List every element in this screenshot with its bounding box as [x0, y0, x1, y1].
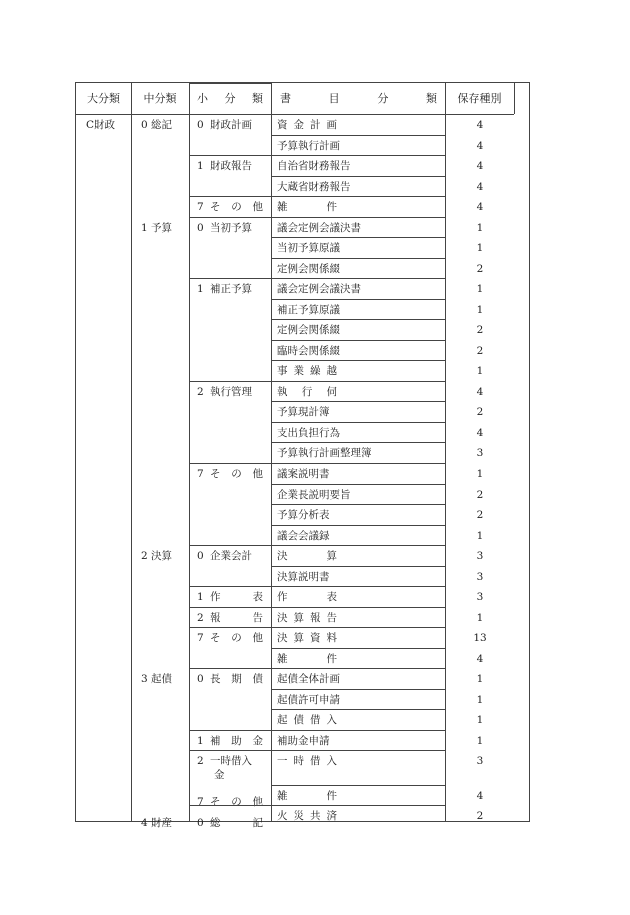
minor-label: [210, 385, 252, 399]
minor-row-rule: [189, 805, 271, 806]
document-row-rule: [271, 135, 445, 136]
minor-label-text: の: [231, 632, 242, 645]
document-title-text: 決算説明書: [277, 570, 330, 583]
minor-label-text: 補正予算: [210, 283, 252, 296]
retention-value: 1: [476, 283, 484, 296]
document-title-text: 件: [326, 201, 337, 214]
minor-row-rule: [189, 545, 271, 546]
document-row-rule: [271, 730, 445, 731]
retention-value: 4: [476, 426, 484, 439]
document-title: [277, 303, 340, 317]
minor-row-rule: [189, 196, 271, 197]
column-divider: [189, 83, 190, 821]
retention-value: 2: [476, 488, 484, 501]
document-title-text: 支出負担行為: [277, 426, 340, 439]
document-title-text: 資: [310, 632, 321, 645]
document-title-text: 決: [277, 550, 288, 563]
document-row-rule: [271, 504, 445, 505]
document-title-text: 決: [277, 632, 288, 645]
minor-row-rule: [189, 83, 271, 84]
retention-value: 1: [476, 693, 484, 706]
document-title-text: 計: [310, 119, 321, 131]
minor-label: [210, 467, 263, 481]
document-title-text: 雑: [277, 652, 288, 665]
document-row-rule: [271, 484, 445, 485]
header-minor-char: 分: [224, 92, 236, 105]
minor-label-text: 金: [252, 734, 263, 747]
document-title: [277, 262, 340, 276]
minor-label: [210, 221, 252, 235]
document-title: [277, 631, 337, 645]
document-title: [277, 200, 337, 214]
document-title-text: 金: [293, 119, 304, 131]
retention-value: 1: [476, 365, 484, 378]
document-title-text: 越: [326, 365, 337, 378]
document-title-text: 表: [326, 591, 337, 604]
minor-label-text: 債: [252, 673, 263, 686]
header-rule: [76, 114, 514, 115]
minor-row-rule: [189, 381, 271, 382]
document-row-rule: [271, 785, 445, 786]
minor-label-text: 他: [252, 201, 263, 214]
document-row-rule: [271, 750, 445, 751]
retention-value: 1: [476, 221, 484, 234]
document-title: [277, 529, 330, 543]
document-row-rule: [271, 401, 445, 402]
minor-label-text: 執行管理: [210, 385, 252, 398]
minor-number: 7: [197, 632, 204, 645]
document-title-text: 起債許可申請: [277, 693, 340, 706]
minor-row-rule: [189, 607, 271, 608]
retention-value: 1: [476, 714, 484, 727]
minor-label: [210, 549, 252, 563]
document-title-text: 借: [310, 755, 321, 768]
document-title: [277, 590, 337, 604]
minor-label-text: そ: [210, 468, 221, 480]
minor-label: [210, 200, 263, 214]
minor-label-text: 表: [252, 591, 263, 604]
document-row-rule: [271, 176, 445, 177]
document-row-rule: [271, 586, 445, 587]
minor-row-rule: [189, 627, 271, 628]
document-title: [277, 139, 340, 153]
retention-value: 4: [476, 652, 484, 665]
column-divider: [131, 83, 132, 821]
document-title: [277, 672, 340, 686]
minor-label-text: 財政計画: [210, 119, 252, 131]
header-major: 大分類: [87, 92, 120, 105]
minor-label-text: 金: [214, 769, 225, 782]
retention-value: 2: [476, 262, 484, 275]
retention-value: 1: [476, 303, 484, 316]
document-title-text: 起債全体計画: [277, 673, 340, 686]
document-title: [277, 611, 337, 625]
document-title-text: 告: [326, 611, 337, 624]
retention-value: 2: [476, 509, 484, 522]
minor-label-text: 記: [252, 817, 263, 830]
minor-label: [210, 672, 263, 686]
middle-category: 3 起債: [141, 673, 173, 686]
minor-number: 1: [197, 591, 204, 604]
minor-number: 0: [197, 817, 204, 830]
minor-number: 7: [197, 468, 204, 480]
minor-label: [210, 611, 263, 625]
minor-number: 0: [197, 673, 204, 686]
minor-label: [210, 754, 252, 782]
document-title-text: 入: [326, 755, 337, 768]
minor-label-text: 告: [252, 611, 263, 624]
minor-label-text: 助: [231, 734, 242, 747]
minor-label: [210, 795, 263, 809]
document-title-text: 当初予算原議: [277, 242, 340, 255]
document-title-text: 行: [301, 385, 313, 398]
document-title-text: 予算現計簿: [277, 406, 330, 419]
retention-value: 13: [473, 632, 487, 645]
document-title-text: 繰: [310, 365, 321, 378]
document-title: [277, 426, 340, 440]
document-row-rule: [271, 607, 445, 608]
classification-table: [75, 82, 530, 830]
document-title: [277, 754, 337, 768]
document-title: [277, 282, 361, 296]
retention-value: 3: [476, 447, 484, 460]
minor-label: [210, 118, 252, 132]
minor-label: [210, 159, 252, 173]
document-title: [277, 570, 330, 584]
document-title-text: 決: [277, 611, 288, 624]
document-row-rule: [271, 217, 445, 218]
document-row-rule: [271, 805, 445, 806]
minor-label-text: 作: [210, 591, 221, 604]
document-title-text: 時: [293, 755, 304, 768]
document-title-text: 議会定例会議決書: [277, 221, 361, 234]
minor-label-text: 長: [210, 673, 221, 686]
minor-number: 0: [197, 550, 204, 563]
minor-label-text: 一時借入: [210, 755, 252, 768]
minor-row-rule: [189, 463, 271, 464]
retention-value: 4: [476, 119, 484, 131]
document-title-text: 資: [277, 119, 288, 131]
minor-label-text: 財政報告: [210, 160, 252, 173]
minor-label-text: 企業会計: [210, 550, 252, 563]
minor-label: [210, 816, 263, 830]
document-row-rule: [271, 545, 445, 546]
document-title-text: 定例会関係綴: [277, 324, 340, 337]
retention-value: 1: [476, 468, 484, 480]
document-title-text: 報: [310, 611, 321, 624]
document-title: [277, 809, 337, 823]
minor-number: 7: [197, 201, 204, 214]
document-title: [277, 364, 337, 378]
minor-label-text: 総: [210, 817, 221, 830]
document-title-text: 料: [326, 632, 337, 645]
document-title-text: 作: [277, 591, 288, 604]
document-row-rule: [271, 422, 445, 423]
retention-value: 4: [476, 789, 484, 802]
document-title-text: 起: [277, 714, 288, 727]
document-row-rule: [271, 340, 445, 341]
document-title-text: 事: [277, 365, 288, 378]
retention-value: 2: [476, 810, 484, 823]
document-title-text: 議会会議録: [277, 529, 330, 542]
document-title-text: 企業長説明要旨: [277, 488, 351, 501]
minor-number: 0: [197, 221, 204, 234]
document-row-rule: [271, 299, 445, 300]
document-title-text: 件: [326, 789, 337, 802]
header-document-char: 目: [328, 92, 340, 105]
document-title-text: 大蔵省財務報告: [277, 180, 351, 193]
minor-label: [210, 590, 263, 604]
document-row-rule: [271, 668, 445, 669]
minor-number: 2: [197, 385, 204, 398]
document-row-rule: [271, 155, 445, 156]
minor-label: [210, 734, 263, 748]
document-row-rule: [271, 258, 445, 259]
document-title-text: 補正予算原議: [277, 303, 340, 316]
header-minor-char: 小: [197, 92, 208, 105]
minor-label: [210, 282, 252, 296]
minor-number: 1: [197, 160, 204, 173]
retention-value: 4: [476, 201, 484, 214]
retention-value: 4: [476, 180, 484, 193]
document-row-rule: [271, 566, 445, 567]
header-document-char: 類: [425, 92, 437, 105]
minor-number: 0: [197, 119, 204, 131]
minor-label-text: そ: [210, 632, 221, 645]
major-category: C財政: [86, 119, 116, 131]
document-title-text: 伺: [326, 385, 337, 398]
document-title: [277, 713, 337, 727]
document-title: [277, 693, 340, 707]
document-title-text: 入: [326, 714, 337, 727]
document-row-rule: [271, 319, 445, 320]
minor-label-text: の: [231, 201, 242, 214]
retention-value: 4: [476, 385, 484, 398]
retention-value: 4: [476, 160, 484, 173]
minor-row-rule: [189, 217, 271, 218]
document-title: [277, 734, 330, 748]
minor-label-text: 他: [252, 796, 263, 809]
document-title: [277, 159, 351, 173]
document-row-rule: [271, 689, 445, 690]
header-middle: 中分類: [143, 92, 177, 105]
minor-label-text: の: [231, 796, 242, 809]
document-row-rule: [271, 648, 445, 649]
document-title-text: 火: [277, 810, 288, 823]
document-title-text: 定例会関係綴: [277, 262, 340, 275]
minor-label: [210, 631, 263, 645]
document-title: [277, 344, 340, 358]
header-document: [280, 90, 437, 108]
document-row-rule: [271, 709, 445, 710]
retention-value: 1: [476, 242, 484, 255]
document-row-rule: [271, 463, 445, 464]
document-title: [277, 118, 337, 132]
document-title: [277, 488, 351, 502]
document-title-text: 予算執行計画: [277, 139, 340, 152]
document-title-text: 予算分析表: [277, 509, 330, 522]
retention-value: 3: [476, 550, 484, 563]
document-title: [277, 789, 337, 803]
minor-label-text: 他: [252, 468, 263, 480]
retention-value: 4: [476, 139, 484, 152]
document-title: [277, 323, 340, 337]
document-row-rule: [271, 360, 445, 361]
document-title-text: 議会定例会議決書: [277, 283, 361, 296]
minor-number: 7: [197, 796, 204, 809]
minor-label-text: 補: [210, 734, 221, 747]
column-divider: [514, 83, 515, 114]
document-title-text: 臨時会関係綴: [277, 344, 340, 357]
document-title-text: 債: [293, 714, 304, 727]
document-title-text: 借: [310, 714, 321, 727]
document-title: [277, 221, 361, 235]
document-title-text: 業: [293, 365, 304, 378]
document-title-text: 災: [293, 810, 304, 823]
minor-label-text: そ: [210, 796, 221, 809]
minor-number: 1: [197, 734, 204, 747]
document-title-text: 件: [326, 652, 337, 665]
middle-category: 0 総記: [141, 119, 173, 131]
document-row-rule: [271, 237, 445, 238]
retention-value: 3: [476, 755, 484, 768]
middle-category: 1 予算: [141, 221, 173, 234]
middle-category: 2 決算: [141, 550, 173, 563]
minor-number: 2: [197, 611, 204, 624]
document-title-text: 補助金申請: [277, 734, 330, 747]
document-title: [277, 508, 330, 522]
document-title-text: 画: [326, 119, 337, 131]
document-title-text: 算: [293, 632, 304, 645]
document-title-text: 算: [293, 611, 304, 624]
header-document-char: 書: [280, 92, 291, 105]
retention-value: 3: [476, 591, 484, 604]
minor-number: 2: [197, 755, 204, 768]
retention-value: 1: [476, 611, 484, 624]
minor-row-rule: [189, 668, 271, 669]
document-title: [277, 405, 330, 419]
document-title: [277, 180, 351, 194]
document-title-text: 雑: [277, 789, 288, 802]
document-title: [277, 385, 337, 399]
document-row-rule: [271, 627, 445, 628]
minor-label-text: 当初予算: [210, 221, 252, 234]
document-row-rule: [271, 196, 445, 197]
document-title-text: 自治省財務報告: [277, 160, 351, 173]
document-title: [277, 241, 340, 255]
document-row-rule: [271, 442, 445, 443]
document-title: [277, 549, 337, 563]
document-row-rule: [271, 381, 445, 382]
document-title: [277, 467, 330, 481]
minor-row-rule: [189, 586, 271, 587]
minor-label-text: 報: [210, 611, 221, 624]
minor-label-text: の: [231, 468, 242, 480]
header-document-char: 分: [377, 92, 389, 105]
middle-category: 4 財産: [141, 817, 173, 830]
minor-row-rule: [189, 730, 271, 731]
minor-row-rule: [189, 155, 271, 156]
header-retention: 保存種別: [457, 92, 502, 105]
document-title: [277, 446, 372, 460]
minor-label-text: そ: [210, 201, 221, 214]
document-title-text: 予算執行計画整理簿: [277, 447, 372, 460]
retention-value: 1: [476, 734, 484, 747]
document-title-text: 議案説明書: [277, 468, 330, 480]
retention-value: 1: [476, 529, 484, 542]
document-title-text: 共: [310, 810, 321, 823]
retention-value: 1: [476, 673, 484, 686]
retention-value: 2: [476, 406, 484, 419]
document-row-rule: [271, 278, 445, 279]
minor-label-text: 他: [252, 632, 263, 645]
retention-value: 3: [476, 570, 484, 583]
document-title-text: 執: [277, 385, 288, 398]
minor-row-rule: [189, 278, 271, 279]
document-title-text: 一: [277, 755, 288, 768]
header-minor-char: 類: [252, 92, 263, 105]
header-minor: [197, 90, 263, 108]
minor-number: 1: [197, 283, 204, 296]
document-row-rule: [271, 525, 445, 526]
minor-row-rule: [189, 750, 271, 751]
retention-value: 2: [476, 344, 484, 357]
document-title-text: 算: [326, 550, 337, 563]
document-title-text: 済: [326, 810, 337, 823]
retention-value: 2: [476, 324, 484, 337]
minor-label-text: 期: [231, 673, 242, 686]
document-title: [277, 652, 337, 666]
document-title-text: 雑: [277, 201, 288, 214]
